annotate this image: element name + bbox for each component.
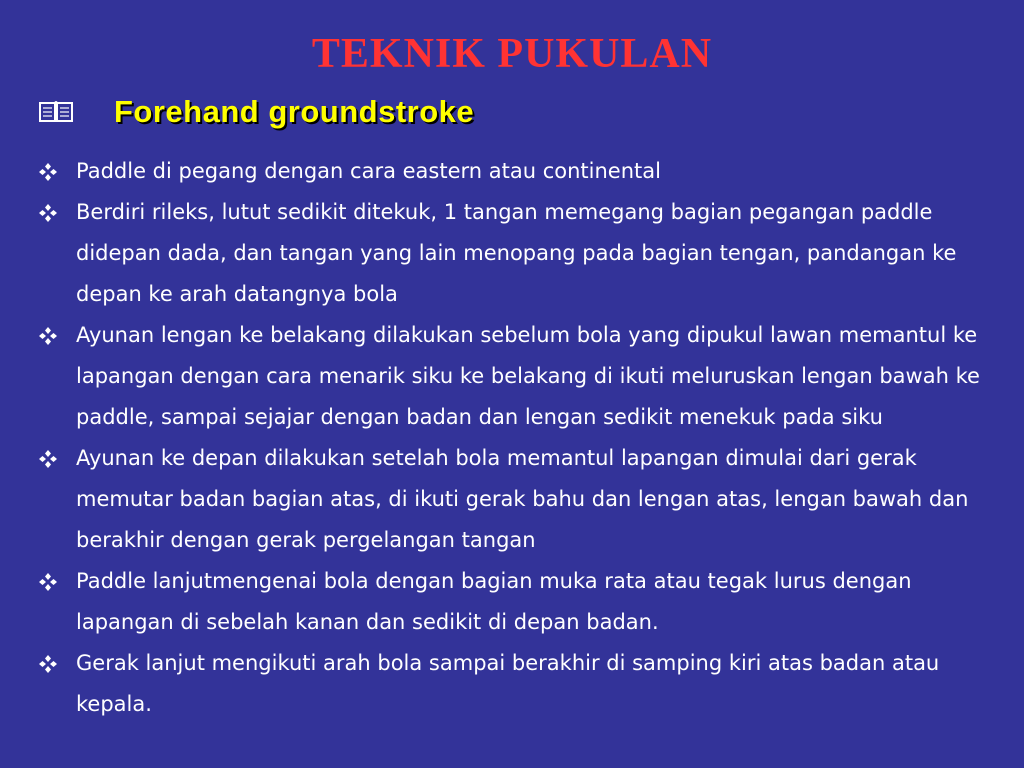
four-diamond-icon — [38, 643, 76, 684]
bullet-text: Ayunan ke depan dilakukan setelah bola memantul lapangan dimulai dari gerak memutar badan bagian atas, di ikuti gerak bahu dan lengan atas, lengan bawah dan berakhir dengan gerak pergelangan tangan — [76, 446, 969, 552]
bullet-text: Gerak lanjut mengikuti arah bola sampai berakhir di samping kiri atas badan atau kepala. — [76, 651, 940, 716]
slide-subtitle: Forehand groundstroke — [114, 94, 475, 129]
bullet-list — [38, 151, 988, 725]
slide-title: TEKNIK PUKULAN — [311, 31, 713, 77]
subtitle-row — [38, 92, 474, 132]
bullet-item — [38, 643, 988, 725]
open-book-icon — [38, 100, 74, 124]
bullet-text: Paddle lanjutmengenai bola dengan bagian muka rata atau tegak lurus dengan lapangan di sebelah kanan dan sedikit di depan badan. — [76, 569, 912, 634]
bullet-text: Ayunan lengan ke belakang dilakukan sebelum bola yang dipukul lawan memantul ke lapangan dengan cara menarik siku ke belakang di ikuti meluruskan lengan bawah ke paddle, sampai sejajar dengan badan dan lengan sedikit menekuk pada siku — [76, 323, 980, 429]
bullet-item — [38, 561, 988, 643]
bullet-text: Paddle di pegang dengan cara eastern atau continental — [76, 159, 661, 183]
four-diamond-icon — [38, 192, 76, 233]
bullet-item — [38, 438, 988, 561]
bullet-item — [38, 151, 988, 192]
bullet-item — [38, 315, 988, 438]
four-diamond-icon — [38, 315, 76, 356]
four-diamond-icon — [38, 438, 76, 479]
bullet-text: Berdiri rileks, lutut sedikit ditekuk, 1 tangan memegang bagian pegangan paddle didepan dada, dan tangan yang lain menopang pada bagian tengan, pandangan ke depan ke arah datangnya bola — [76, 200, 957, 306]
bullet-item — [38, 192, 988, 315]
four-diamond-icon — [38, 151, 76, 192]
four-diamond-icon — [38, 561, 76, 602]
